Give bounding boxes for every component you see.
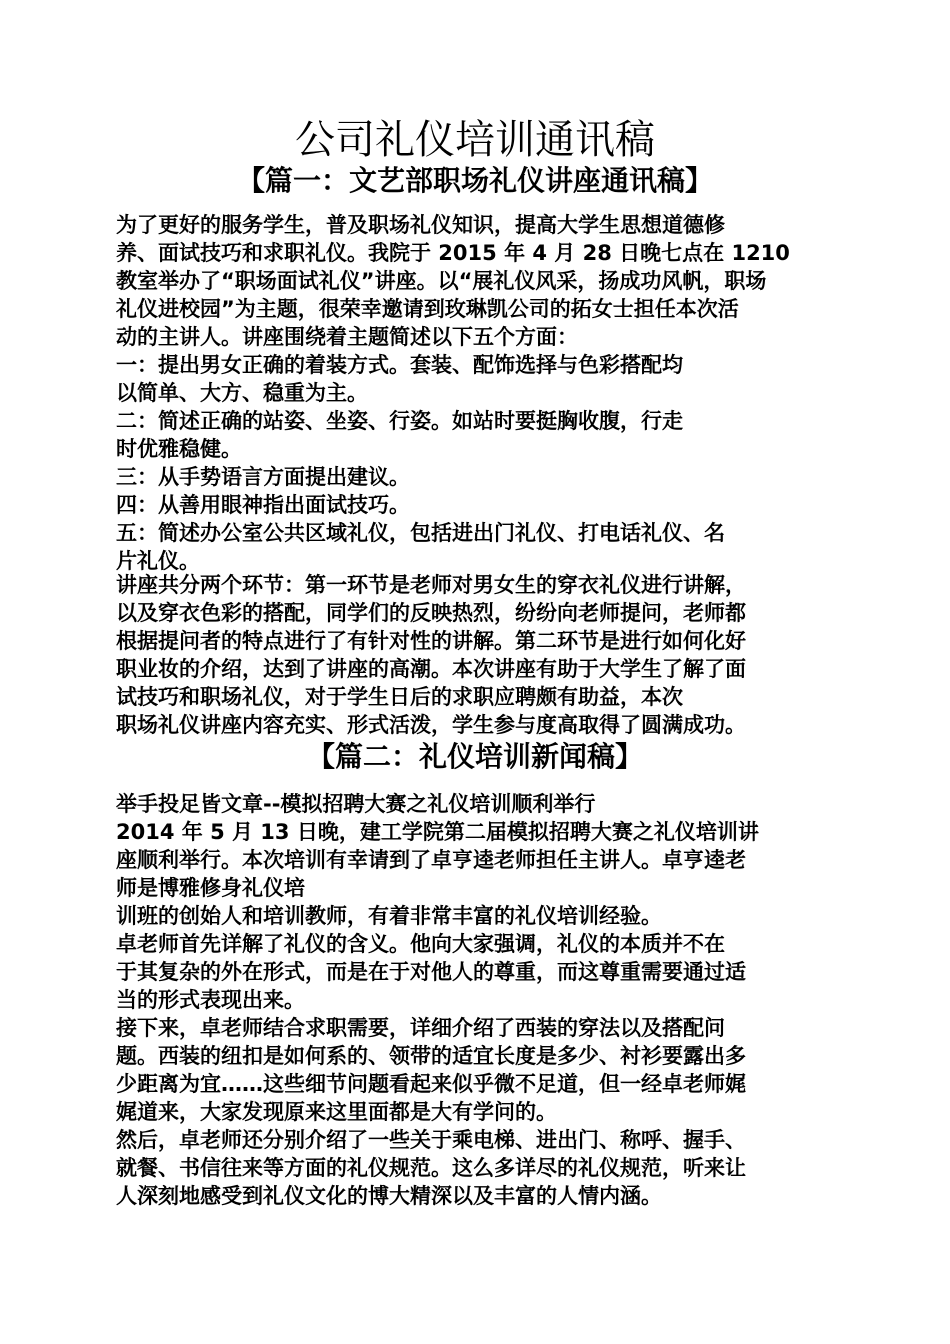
paragraph-line: 职场礼仪讲座内容充实、形式活泼，学生参与度高取得了圆满成功。 (116, 713, 746, 737)
paragraph-line: 根据提问者的特点进行了有针对性的讲解。第二环节是进行如何化好 (116, 629, 746, 653)
paragraph-line: 五：简述办公室公共区域礼仪，包括进出门礼仪、打电话礼仪、名 (116, 521, 725, 545)
paragraph-line: 养、面试技巧和求职礼仪。我院于 2015 年 4 月 28 日晚七点在 1210 (116, 241, 790, 265)
paragraph-line: 2014 年 5 月 13 日晚，建工学院第二届模拟招聘大赛之礼仪培训讲 (116, 820, 759, 844)
section1-heading: 【篇一：文艺部职场礼仪讲座通讯稿】 (236, 164, 713, 197)
paragraph-line: 以及穿衣色彩的搭配，同学们的反映热烈，纷纷向老师提问，老师都 (116, 601, 746, 625)
paragraph-line: 训班的创始人和培训教师，有着非常丰富的礼仪培训经验。 (116, 904, 662, 928)
paragraph-line: 就餐、书信往来等方面的礼仪规范。这么多详尽的礼仪规范，听来让 (116, 1156, 746, 1180)
paragraph-line: 片礼仪。 (116, 549, 200, 573)
paragraph-line: 试技巧和职场礼仪，对于学生日后的求职应聘颇有助益，本次 (116, 685, 683, 709)
section2-heading: 【篇二：礼仪培训新闻稿】 (306, 740, 643, 773)
paragraph-line: 讲座共分两个环节：第一环节是老师对男女生的穿衣礼仪进行讲解， (116, 573, 746, 597)
paragraph-line: 礼仪进校园”为主题，很荣幸邀请到玫琳凯公司的拓女士担任本次活 (116, 297, 739, 321)
paragraph-line: 时优雅稳健。 (116, 437, 242, 461)
document-title: 公司礼仪培训通讯稿 (295, 117, 655, 163)
paragraph-line: 教室举办了“职场面试礼仪”讲座。以“展礼仪风采，扬成功风帆，职场 (116, 269, 767, 293)
paragraph-line: 少距离为宜……这些细节问题看起来似乎微不足道，但一经卓老师娓 (116, 1072, 746, 1096)
paragraph-line: 娓道来，大家发现原来这里面都是大有学问的。 (116, 1100, 557, 1124)
paragraph-line: 为了更好的服务学生，普及职场礼仪知识，提高大学生思想道德修 (116, 213, 725, 237)
paragraph-line: 四：从善用眼神指出面试技巧。 (116, 493, 410, 517)
paragraph-line: 师是博雅修身礼仪培 (116, 876, 305, 900)
paragraph-line: 一：提出男女正确的着装方式。套装、配饰选择与色彩搭配均 (116, 353, 683, 377)
paragraph-line: 当的形式表现出来。 (116, 988, 305, 1012)
paragraph-line: 人深刻地感受到礼仪文化的博大精深以及丰富的人情内涵。 (116, 1184, 662, 1208)
paragraph-line: 职业妆的介绍，达到了讲座的高潮。本次讲座有助于大学生了解了面 (116, 657, 746, 681)
paragraph-line: 座顺利举行。本次培训有幸请到了卓亨逵老师担任主讲人。卓亨逵老 (116, 848, 746, 872)
paragraph-line: 题。西装的纽扣是如何系的、领带的适宜长度是多少、衬衫要露出多 (116, 1044, 746, 1068)
paragraph-line: 三：从手势语言方面提出建议。 (116, 465, 410, 489)
paragraph-line: 卓老师首先详解了礼仪的含义。他向大家强调，礼仪的本质并不在 (116, 932, 725, 956)
paragraph-line: 于其复杂的外在形式，而是在于对他人的尊重，而这尊重需要通过适 (116, 960, 746, 984)
paragraph-line: 举手投足皆文章--模拟招聘大赛之礼仪培训顺利举行 (116, 792, 596, 816)
paragraph-line: 然后，卓老师还分别介绍了一些关于乘电梯、进出门、称呼、握手、 (116, 1128, 746, 1152)
paragraph-line: 以简单、大方、稳重为主。 (116, 381, 368, 405)
paragraph-line: 二：简述正确的站姿、坐姿、行姿。如站时要挺胸收腹，行走 (116, 409, 683, 433)
paragraph-line: 接下来，卓老师结合求职需要，详细介绍了西装的穿法以及搭配问 (116, 1016, 725, 1040)
paragraph-line: 动的主讲人。讲座围绕着主题简述以下五个方面： (116, 325, 578, 349)
